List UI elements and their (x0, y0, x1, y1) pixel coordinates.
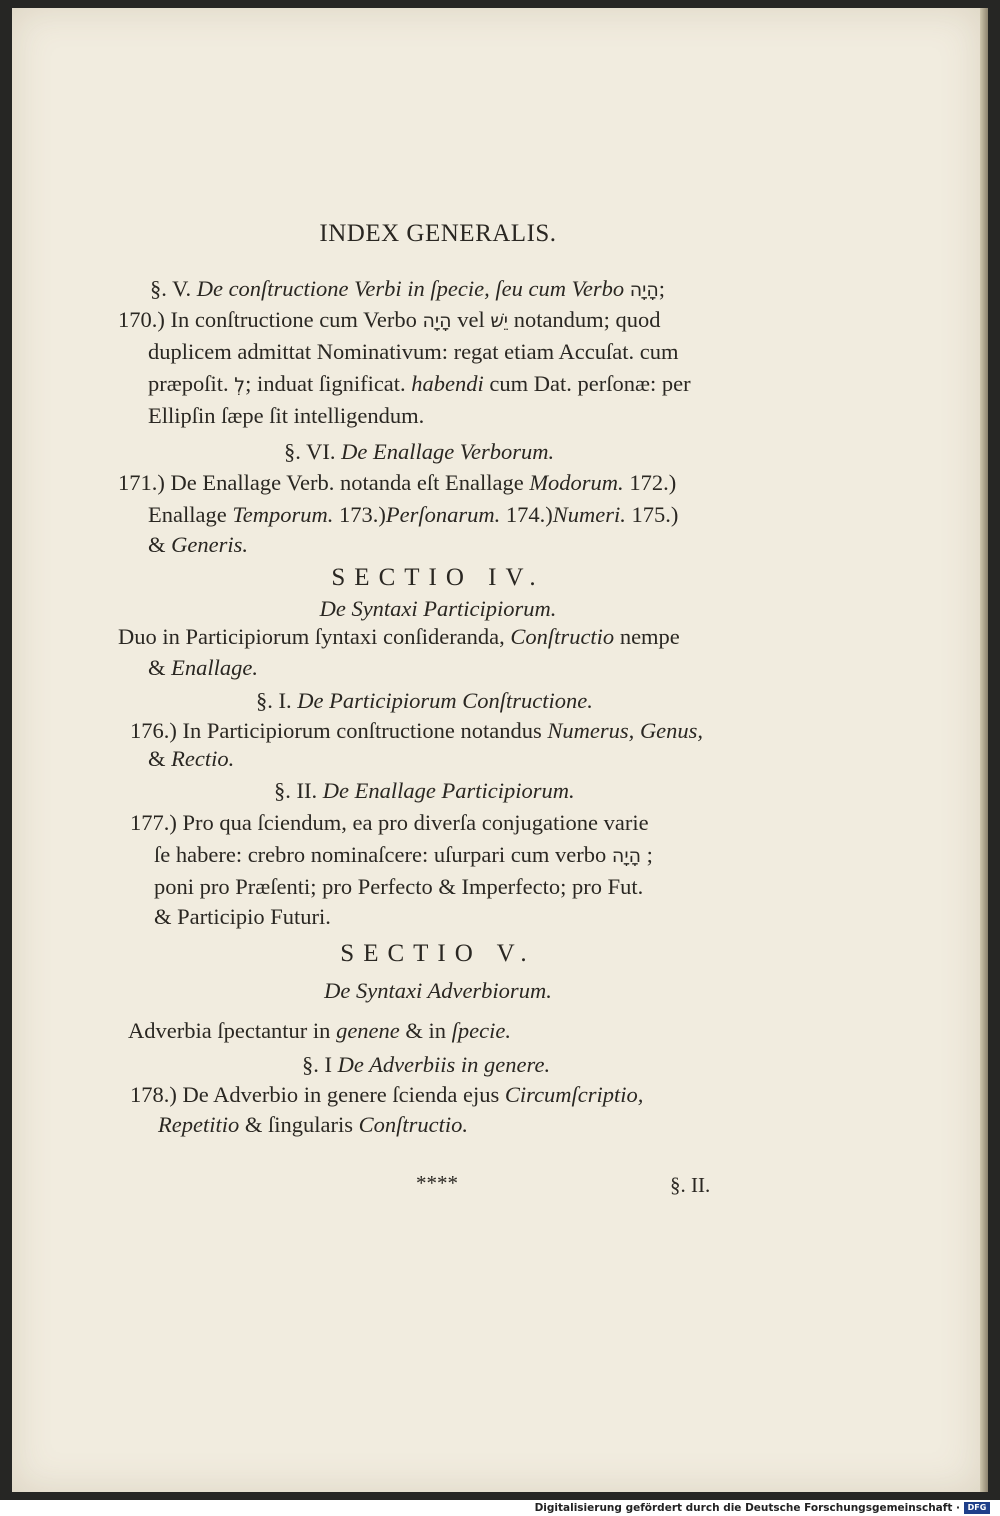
paragraph-177-line-1 (130, 810, 649, 836)
italic-term: Modorum. (529, 470, 624, 495)
catchword (670, 1172, 710, 1198)
text-run: 170.) In conſtructione cum Verbo (118, 307, 417, 332)
section-title: De Enallage Participiorum. (322, 778, 575, 803)
participle-section-2-heading (274, 778, 575, 804)
signature-text: **** (416, 1171, 458, 1195)
italic-term: Genus, (639, 718, 704, 743)
digitization-credit: Digitalisierung gefördert durch die Deutsche Forschungsgemeinschaft · (534, 1502, 960, 1514)
hebrew-word: יֵשׁ (490, 310, 509, 332)
punctuation: ; (658, 276, 666, 301)
paragraph-171-line-1 (118, 470, 676, 496)
italic-term: Perſonarum. (385, 502, 501, 527)
text-run: præpoſit. (148, 371, 229, 396)
text-run: Enallage (148, 502, 227, 527)
text-run: & (148, 532, 166, 557)
text-run: nempe (619, 624, 680, 649)
paragraph-participles-line-1 (118, 624, 680, 650)
paragraph-170-line-3 (148, 371, 691, 397)
paragraph-176-line-1 (130, 718, 703, 744)
paragraph-178-line-2 (158, 1112, 468, 1138)
section-mark: §. II. (274, 778, 318, 803)
text-run: ; induat ſignificat. (245, 371, 406, 396)
catchword-text: §. II. (670, 1173, 711, 1197)
paragraph-176-line-2 (148, 746, 234, 772)
italic-term: Conſtructio. (358, 1112, 468, 1137)
sectio-5-heading (118, 940, 758, 968)
text-run: 173.) (339, 502, 386, 527)
page-heading (118, 220, 758, 248)
text-run: & (148, 655, 166, 680)
dfg-logo: DFG (964, 1502, 990, 1514)
hebrew-word: לְ (234, 374, 246, 396)
section-title: De Enallage Verborum. (341, 439, 555, 464)
hebrew-word: הָיָה (629, 279, 659, 301)
section-mark: §. I. (256, 688, 292, 713)
text-run: 171.) De Enallage Verb. notanda eſt Enallage (118, 470, 524, 495)
text-run: 172.) (629, 470, 677, 495)
paragraph-171-line-3 (148, 532, 248, 558)
hebrew-word: הָיָה (422, 310, 452, 332)
participle-section-1-heading (256, 688, 593, 714)
italic-term: Rectio. (171, 746, 235, 771)
italic-term: genene (336, 1018, 400, 1043)
paragraph-adverbs (128, 1018, 511, 1044)
sectio-subtitle: De Syntaxi Participiorum. (319, 596, 557, 621)
paragraph-171-line-2 (148, 502, 678, 528)
paragraph-177-line-2 (154, 842, 653, 868)
text-run: Duo in Participiorum ſyntaxi conſideranda, (118, 624, 505, 649)
page-edge (980, 8, 988, 1492)
section-6-heading (284, 439, 554, 465)
paragraph-170-line-4 (148, 403, 424, 429)
paragraph-170-line-2 (148, 339, 678, 365)
italic-term: habendi (411, 371, 484, 396)
italic-term: Generis. (171, 532, 249, 557)
sectio-4-subtitle (118, 596, 758, 622)
sectio-subtitle: De Syntaxi Adverbiorum. (324, 978, 552, 1003)
italic-term: Enallage. (171, 655, 258, 680)
text-run: ſe habere: crebro nominaſcere: uſurpari cum verbo (154, 842, 607, 867)
italic-term: Numeri. (552, 502, 626, 527)
paragraph-participles-line-2 (148, 655, 258, 681)
italic-term: ſpecie. (451, 1018, 512, 1043)
hebrew-word: הָיָה (611, 845, 641, 867)
paragraph-177-line-3 (154, 874, 643, 900)
paragraph-177-line-4 (154, 904, 331, 930)
text-run: & (148, 746, 166, 771)
italic-term: Temporum. (232, 502, 334, 527)
text-run: poni pro Præſenti; pro Perfecto & Imperfecto; pro Fut. (154, 874, 644, 899)
text-run: 178.) De Adverbio in genere ſcienda ejus (130, 1082, 500, 1107)
text-run: Ellipſin ſæpe ſit intelligendum. (148, 403, 425, 428)
sectio-title: SECTIO V. (340, 940, 536, 967)
text-run: vel (457, 307, 485, 332)
text-run: cum Dat. perſonæ: per (489, 371, 691, 396)
section-title: De Participiorum Conſtructione. (297, 688, 593, 713)
italic-term: Conſtructio (510, 624, 615, 649)
text-run: ; (646, 842, 653, 867)
section-title: De conſtructione Verbi in ſpecie, ſeu cum Verbo (196, 276, 625, 301)
text-run: Adverbia ſpectantur in (128, 1018, 331, 1043)
sectio-5-subtitle (118, 978, 758, 1004)
text-run: 177.) Pro qua ſciendum, ea pro diverſa conjugatione varie (130, 810, 649, 835)
text-run: 174.) (505, 502, 553, 527)
text-run: notandum; quod (513, 307, 661, 332)
paragraph-170-line-1 (118, 307, 661, 333)
section-mark: §. V. (150, 276, 192, 301)
text-run: duplicem admittat Nominativum: regat etiam Accuſat. cum (148, 339, 679, 364)
section-mark: §. I (302, 1052, 332, 1077)
text-run: 176.) In Participiorum conſtructione notandus (130, 718, 542, 743)
adverb-section-1-heading (302, 1052, 550, 1078)
text-run: & ſingularis (244, 1112, 353, 1137)
italic-term: Repetitio (158, 1112, 240, 1137)
sectio-4-heading (118, 564, 758, 592)
text-run: & Participio Futuri. (154, 904, 331, 929)
italic-term: Numerus, (547, 718, 635, 743)
heading-text: INDEX GENERALIS. (319, 220, 557, 247)
text-run: & in (405, 1018, 447, 1043)
text-run: 175.) (631, 502, 679, 527)
paragraph-178-line-1 (130, 1082, 643, 1108)
signature-mark (416, 1170, 458, 1196)
section-mark: §. VI. (284, 439, 336, 464)
sectio-title: SECTIO IV. (331, 564, 545, 591)
section-5-heading (150, 276, 665, 302)
section-title: De Adverbiis in genere. (337, 1052, 551, 1077)
italic-term: Circumſcriptio, (504, 1082, 644, 1107)
